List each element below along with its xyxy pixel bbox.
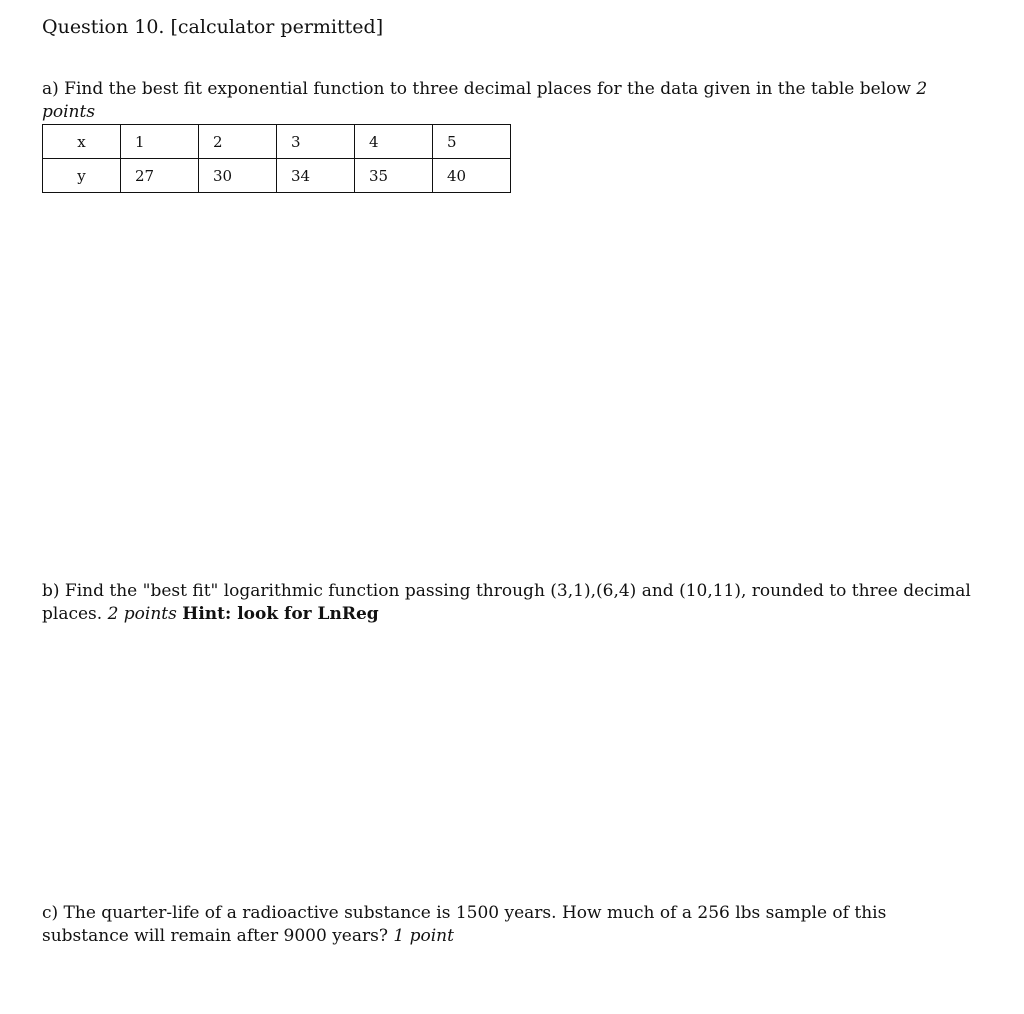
question-title: Question 10. [calculator permitted]: [42, 16, 384, 38]
table-row-y: [43, 159, 511, 193]
table-header-y: y: [43, 159, 121, 193]
table-cell: 35: [355, 159, 433, 193]
table-cell: 4: [355, 125, 433, 159]
table-cell: 30: [199, 159, 277, 193]
table-cell: 5: [433, 125, 511, 159]
part-b-points: 2 points: [107, 604, 177, 624]
table-cell: 27: [121, 159, 199, 193]
part-b-text: b) Find the "best fit" logarithmic function passing through (3,1),(6,4) and (10,11), rounded to three decimal places.: [42, 581, 971, 624]
table-cell: 3: [277, 125, 355, 159]
table-header-x: x: [43, 125, 121, 159]
table-cell: 40: [433, 159, 511, 193]
table-cell: 1: [121, 125, 199, 159]
part-b-prompt: [42, 580, 972, 626]
table-cell: 2: [199, 125, 277, 159]
part-a-text: a) Find the best fit exponential function to three decimal places for the data given in the table below: [42, 79, 911, 99]
part-b-hint: Hint: look for LnReg: [182, 604, 379, 624]
part-a-points: 2 points: [42, 79, 928, 122]
data-table: [42, 124, 511, 193]
part-c-text: c) The quarter-life of a radioactive substance is 1500 years. How much of a 256 lbs sample of this substance will remain after 9000 years?: [42, 903, 887, 946]
table-cell: 34: [277, 159, 355, 193]
part-c-points: 1 point: [393, 926, 454, 946]
part-c-prompt: [42, 902, 972, 948]
table-row-x: [43, 125, 511, 159]
part-a-prompt: [42, 78, 972, 124]
